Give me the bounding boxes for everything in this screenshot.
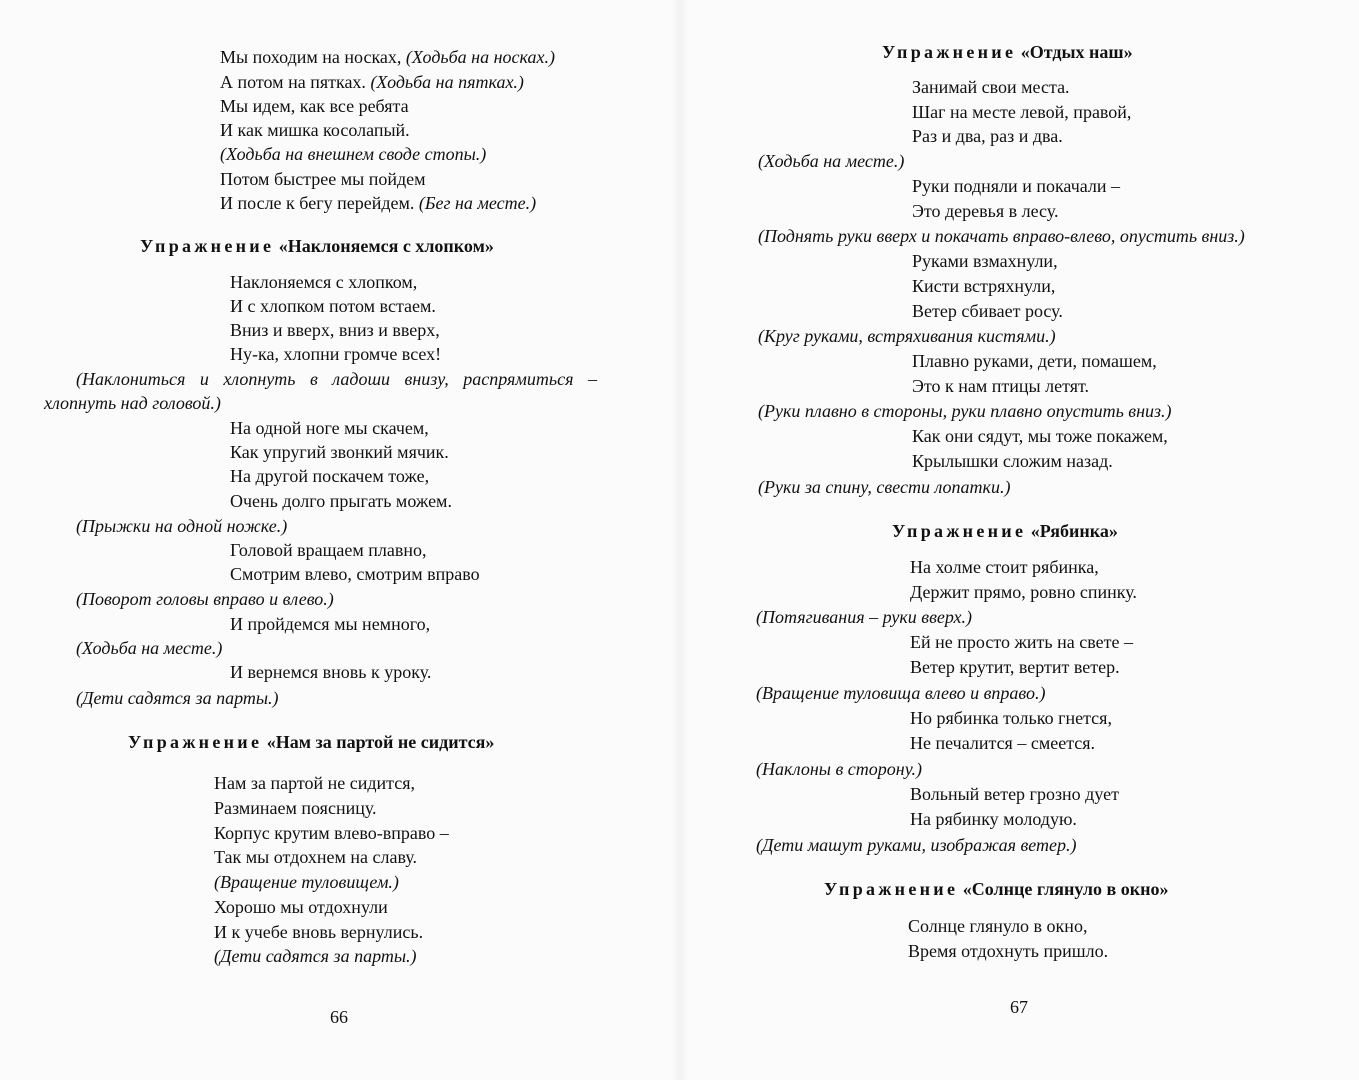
stage-direction: (Руки плавно в стороны, руки плавно опустить вниз.) <box>758 401 1172 421</box>
poem-line: Руки подняли и покачали – <box>912 176 1121 196</box>
poem-line: Плавно руками, дети, помашем, <box>912 351 1157 371</box>
poem-line: И к учебе вновь вернулись. <box>214 922 424 942</box>
stage-direction: (Наклониться и хлопнуть в ладоши внизу, распрямиться – <box>76 369 597 389</box>
poem-line: Как упругий звонкий мячик. <box>230 442 449 462</box>
right-page <box>680 0 1359 1080</box>
poem-line: На рябинку молодую. <box>910 809 1077 829</box>
stage-direction: хлопнуть над головой.) <box>44 393 221 413</box>
poem-line: Корпус крутим влево-вправо – <box>214 823 449 843</box>
stage-direction: (Круг руками, встряхивания кистями.) <box>758 326 1056 346</box>
poem-line: Нам за партой не сидится, <box>214 773 416 793</box>
poem-line: На другой поскачем тоже, <box>230 466 430 486</box>
poem-line: Ветер сбивает росу. <box>912 301 1063 321</box>
poem-line: Ветер крутит, вертит ветер. <box>910 657 1120 677</box>
poem-line: И с хлопком потом встаем. <box>230 296 436 316</box>
poem-line: Руками взмахнули, <box>912 251 1058 271</box>
poem-line: И как мишка косолапый. <box>220 120 410 140</box>
stage-direction: (Вращение туловища влево и вправо.) <box>756 683 1046 703</box>
poem-line: На холме стоит рябинка, <box>910 557 1099 577</box>
poem-line: Держит прямо, ровно спинку. <box>910 582 1137 602</box>
poem-line: Это к нам птицы летят. <box>912 376 1090 396</box>
stage-direction: (Вращение туловищем.) <box>214 872 399 892</box>
poem-line: Разминаем поясницу. <box>214 798 377 818</box>
stage-direction: (Дети садятся за парты.) <box>214 946 417 966</box>
poem-line: Потом быстрее мы пойдем <box>220 169 426 189</box>
poem-line: Так мы отдохнем на славу. <box>214 847 418 867</box>
stage-direction: (Дети машут руками, изображая ветер.) <box>756 835 1077 855</box>
stage-direction: (Ходьба на месте.) <box>758 151 905 171</box>
stage-direction: (Ходьба на внешнем своде стопы.) <box>220 144 487 164</box>
stage-direction: (Ходьба на месте.) <box>76 638 223 658</box>
stage-direction: (Потягивания – руки вверх.) <box>756 607 972 627</box>
poem-line: Солнце глянуло в окно, <box>908 916 1088 936</box>
poem-line: На одной ноге мы скачем, <box>230 418 429 438</box>
stage-direction: (Руки за спину, свести лопатки.) <box>758 477 1011 497</box>
poem-line: И вернемся вновь к уроку. <box>230 662 432 682</box>
stage-direction: (Прыжки на одной ножке.) <box>76 516 288 536</box>
exercise-heading: Упражнение «Отдых наш» <box>882 42 1133 62</box>
poem-line: Кисти встряхнули, <box>912 276 1056 296</box>
poem-line: Это деревья в лесу. <box>912 201 1059 221</box>
poem-line: Мы идем, как все ребята <box>220 96 409 116</box>
poem-line: Шаг на месте левой, правой, <box>912 102 1132 122</box>
poem-line: Смотрим влево, смотрим вправо <box>230 564 480 584</box>
exercise-heading: Упражнение «Солнце глянуло в окно» <box>824 879 1169 899</box>
poem-line: Вниз и вверх, вниз и вверх, <box>230 320 440 340</box>
poem-line: Мы походим на носках, (Ходьба на носках.) <box>220 47 555 67</box>
poem-line: Ей не просто жить на свете – <box>910 632 1133 652</box>
exercise-heading: Упражнение «Наклоняемся с хлопком» <box>140 236 494 256</box>
poem-line: Вольный ветер грозно дует <box>910 784 1119 804</box>
poem-line: Занимай свои места. <box>912 77 1070 97</box>
poem-line: А потом на пятках. (Ходьба на пятках.) <box>220 72 524 92</box>
stage-direction: (Наклоны в сторону.) <box>756 759 923 779</box>
stage-direction: (Поднять руки вверх и покачать вправо-влево, опустить вниз.) <box>758 226 1245 246</box>
poem-line: И пройдемся мы немного, <box>230 614 431 634</box>
stage-direction: (Поворот головы вправо и влево.) <box>76 589 334 609</box>
poem-line: Наклоняемся с хлопком, <box>230 272 418 292</box>
poem-line: Головой вращаем плавно, <box>230 540 427 560</box>
poem-line: Время отдохнуть пришло. <box>908 941 1109 961</box>
poem-line: Раз и два, раз и два. <box>912 126 1063 146</box>
poem-line: Как они сядут, мы тоже покажем, <box>912 426 1168 446</box>
poem-line: Но рябинка только гнется, <box>910 708 1112 728</box>
page-number: 67 <box>1010 997 1028 1017</box>
poem-line: Хорошо мы отдохнули <box>214 897 388 917</box>
poem-line: Не печалится – смеется. <box>910 733 1096 753</box>
poem-line: Ну-ка, хлопни громче всех! <box>230 344 442 364</box>
exercise-heading: Упражнение «Нам за партой не сидится» <box>128 732 495 752</box>
exercise-heading: Упражнение «Рябинка» <box>892 521 1118 541</box>
page-number: 66 <box>330 1007 348 1027</box>
poem-line: Крылышки сложим назад. <box>912 451 1113 471</box>
poem-line: И после к бегу перейдем. (Бег на месте.) <box>220 193 537 213</box>
poem-line: Очень долго прыгать можем. <box>230 491 452 511</box>
stage-direction: (Дети садятся за парты.) <box>76 688 279 708</box>
